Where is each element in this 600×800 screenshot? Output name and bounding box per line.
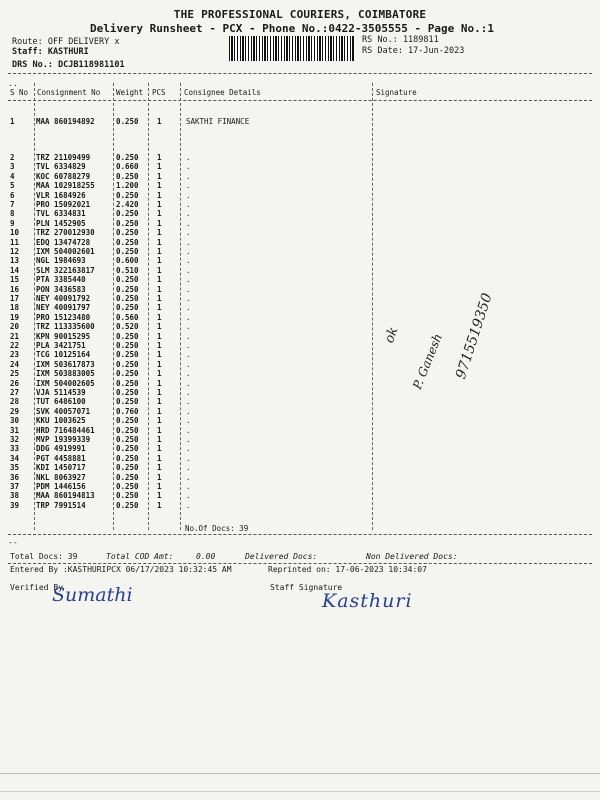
staff-label: Staff: KASTHURI [12, 47, 89, 57]
footer-divider [8, 563, 592, 564]
drs-number: DRS No.: DCJB118981101 [12, 60, 125, 70]
row-pcs: 1 [157, 491, 162, 501]
row-consignee: . [186, 294, 191, 303]
row-weight: 0.250 [116, 435, 139, 444]
row-consignment-no: TRZ 270012930 [36, 228, 95, 238]
row-pcs: 1 [157, 209, 162, 219]
row-weight: 0.250 [116, 482, 139, 491]
row-pcs: 1 [157, 181, 162, 191]
row-consignment-no: VJA 5114539 [36, 388, 86, 397]
row-weight: 0.250 [116, 275, 139, 285]
row-sno: 20 [10, 322, 20, 332]
row-pcs: 1 [157, 218, 162, 228]
row-consignee: . [186, 153, 191, 162]
row-sno: 13 [10, 256, 20, 266]
row-consignee: . [186, 209, 191, 219]
row-pcs: 1 [157, 228, 162, 238]
row-sno: 37 [10, 482, 20, 491]
row-consignment-no: TRP 7991514 [36, 500, 86, 510]
row-pcs: 1 [157, 303, 162, 313]
row-consignment-no: HRD 716484461 [36, 425, 95, 435]
no-of-docs: No.Of Docs: 39 [185, 524, 249, 533]
table-bottom-divider [8, 534, 592, 535]
row-sno: 17 [10, 294, 20, 303]
row-consignee: . [186, 491, 191, 501]
row-sno: 34 [10, 453, 20, 463]
row-weight: 0.250 [116, 153, 139, 162]
col-line [148, 83, 149, 530]
row-pcs: 1 [157, 190, 162, 200]
row-consignee: . [186, 378, 191, 388]
row-consignment-no: IXM 503617873 [36, 359, 95, 369]
row-sno: 22 [10, 341, 20, 350]
row-pcs: 1 [157, 200, 162, 209]
row-sno: 15 [10, 275, 20, 285]
row-consignee: . [186, 247, 191, 256]
row-consignment-no: MAA 860194892 [36, 117, 95, 126]
row-pcs: 1 [157, 322, 162, 332]
row-weight: 0.660 [116, 162, 139, 172]
row-consignee: . [186, 500, 191, 510]
row-consignee: . [186, 350, 191, 360]
row-sno: 19 [10, 312, 20, 322]
row-consignment-no: TCG 10125164 [36, 350, 91, 360]
handwritten-phone: 9715519350 [453, 291, 496, 381]
row-pcs: 1 [157, 153, 162, 162]
row-sno: 8 [10, 209, 15, 219]
row-weight: 0.510 [116, 265, 139, 275]
row-pcs: 1 [157, 463, 162, 473]
row-consignee: . [186, 265, 191, 275]
row-pcs: 1 [157, 247, 162, 256]
col-pcs: PCS [152, 88, 166, 97]
delivered-docs: Delivered Docs: [245, 552, 318, 561]
row-consignee: . [186, 444, 191, 454]
row-consignment-no: PRO 15123480 [36, 312, 91, 322]
runsheet-subtitle: Delivery Runsheet - PCX - Phone No.:0422-3505555 - Page No.:1 [90, 22, 494, 35]
row-consignment-no: PDM 1446156 [36, 482, 86, 491]
handwritten-name: P. Ganesh [410, 331, 445, 392]
row-consignment-no: PGT 4458881 [36, 453, 86, 463]
row-sno: 39 [10, 500, 20, 510]
row-weight: 0.250 [116, 218, 139, 228]
col-sno: S No [10, 88, 29, 97]
row-sno: 18 [10, 303, 20, 313]
row-sno: 6 [10, 190, 15, 200]
row-sno: 24 [10, 359, 20, 369]
staff-handwritten-signature: Kasthuri [322, 590, 413, 612]
row-weight: 0.250 [116, 369, 139, 379]
row-consignment-no: PON 3436583 [36, 284, 86, 294]
row-consignee: . [186, 162, 191, 172]
row-consignment-no: KOC 60788279 [36, 171, 91, 181]
row-consignment-no: PLN 1452905 [36, 218, 86, 228]
row-consignee: . [186, 228, 191, 238]
row-weight: 0.520 [116, 322, 139, 332]
row-consignment-no: DDG 4919991 [36, 444, 86, 454]
row-weight: 0.250 [116, 341, 139, 350]
row-sno: 23 [10, 350, 20, 360]
row-consignee: . [186, 406, 191, 416]
row-consignee: . [186, 453, 191, 463]
row-consignment-no: IXM 504002601 [36, 247, 95, 256]
row-pcs: 1 [157, 237, 162, 247]
row-weight: 0.250 [116, 247, 139, 256]
row-consignee: . [186, 369, 191, 379]
row-consignee: . [186, 190, 191, 200]
total-cod-label: Total COD Amt: [106, 552, 174, 561]
row-consignee: . [186, 322, 191, 332]
row-sno: 35 [10, 463, 20, 473]
row-weight: 0.250 [116, 453, 139, 463]
row-consignment-no: TRZ 21109499 [36, 153, 91, 162]
row-consignment-no: TUT 6486100 [36, 397, 86, 407]
row-consignee: . [186, 331, 191, 341]
total-cod-value: 0.00 [196, 552, 216, 561]
row-consignment-no: SLM 322163817 [36, 265, 95, 275]
row-consignee: . [186, 303, 191, 313]
col-consignee: Consignee Details [184, 88, 261, 97]
row-weight: 0.250 [116, 397, 139, 407]
row-consignment-no: NEY 40091792 [36, 294, 91, 303]
row-pcs: 1 [157, 359, 162, 369]
row-consignee: . [186, 359, 191, 369]
row-weight: 0.760 [116, 406, 139, 416]
row-sno: 21 [10, 331, 20, 341]
row-consignee: . [186, 181, 191, 191]
row-consignment-no: MVP 19399339 [36, 435, 91, 444]
row-sno: 27 [10, 388, 20, 397]
row-consignee: . [186, 416, 191, 426]
row-sno: 2 [10, 153, 15, 162]
row-weight: 0.250 [116, 228, 139, 238]
barcode-image [229, 36, 354, 61]
row-consignee: . [186, 425, 191, 435]
row-consignment-no: PLA 3421751 [36, 341, 86, 350]
col-line [180, 83, 181, 530]
row-consignee: . [186, 284, 191, 294]
row-consignee: . [186, 435, 191, 444]
row-weight: 0.560 [116, 312, 139, 322]
row-sno: 28 [10, 397, 20, 407]
row-consignee: . [186, 463, 191, 473]
row-weight: 0.250 [116, 416, 139, 426]
row-pcs: 1 [157, 312, 162, 322]
row-consignment-no: TVL 6334829 [36, 162, 86, 172]
scan-artifact-line [0, 791, 600, 792]
row-pcs: 1 [157, 472, 162, 482]
row-pcs: 1 [157, 500, 162, 510]
row-pcs: 1 [157, 265, 162, 275]
row-weight: 0.250 [116, 171, 139, 181]
row-weight: 0.250 [116, 294, 139, 303]
row-sno: 10 [10, 228, 20, 238]
row-consignment-no: VLR 1684926 [36, 190, 86, 200]
row-pcs: 1 [157, 453, 162, 463]
row-sno: 11 [10, 237, 20, 247]
row-weight: 0.250 [116, 388, 139, 397]
row-pcs: 1 [157, 482, 162, 491]
col-signature: Signature [376, 88, 417, 97]
col-line [113, 83, 114, 530]
row-weight: 0.250 [116, 425, 139, 435]
row-consignment-no: SVK 40057071 [36, 406, 91, 416]
row-consignment-no: NGL 1984693 [36, 256, 86, 266]
row-weight: 0.250 [116, 472, 139, 482]
row-consignment-no: TVL 6334831 [36, 209, 86, 219]
row-consignee: . [186, 237, 191, 247]
row-sno: 7 [10, 200, 15, 209]
handwritten-ok: ok [382, 325, 402, 346]
row-sno: 31 [10, 425, 20, 435]
rs-number: RS No.: 1189811 [362, 35, 439, 45]
row-sno: 12 [10, 247, 20, 256]
row-sno: 16 [10, 284, 20, 294]
row-weight: 0.250 [116, 303, 139, 313]
row-consignee: . [186, 200, 191, 209]
divider-marks: .. [8, 79, 18, 88]
row-pcs: 1 [157, 425, 162, 435]
row-sno: 1 [10, 117, 15, 126]
row-weight: 0.250 [116, 444, 139, 454]
row-pcs: 1 [157, 388, 162, 397]
row-pcs: 1 [157, 341, 162, 350]
row-consignment-no: NEY 40091797 [36, 303, 91, 313]
row-consignment-no: EDQ 13474728 [36, 237, 91, 247]
row-consignment-no: KKU 1003625 [36, 416, 86, 426]
row-weight: 0.250 [116, 117, 139, 126]
row-weight: 0.250 [116, 463, 139, 473]
row-pcs: 1 [157, 331, 162, 341]
row-sno: 25 [10, 369, 20, 379]
staff-signature-label: Staff Signature [270, 583, 343, 592]
row-consignment-no: MAA 102918255 [36, 181, 95, 191]
row-pcs: 1 [157, 435, 162, 444]
row-weight: 2.420 [116, 200, 139, 209]
row-consignee: . [186, 341, 191, 350]
col-line [372, 83, 373, 530]
row-sno: 38 [10, 491, 20, 501]
row-pcs: 1 [157, 369, 162, 379]
row-weight: 0.250 [116, 350, 139, 360]
row-pcs: 1 [157, 444, 162, 454]
row-consignment-no: TRZ 113335600 [36, 322, 95, 332]
row-consignee: . [186, 256, 191, 266]
divider-marks: -- [8, 538, 18, 547]
route-label: Route: OFF DELIVERY x [12, 37, 120, 47]
row-weight: 0.250 [116, 331, 139, 341]
row-sno: 33 [10, 444, 20, 454]
row-sno: 29 [10, 406, 20, 416]
non-delivered-docs: Non Delivered Docs: [366, 552, 458, 561]
company-title: THE PROFESSIONAL COURIERS, COIMBATORE [173, 8, 427, 21]
row-weight: 0.250 [116, 284, 139, 294]
row-pcs: 1 [157, 162, 162, 172]
row-consignee: . [186, 275, 191, 285]
row-sno: 3 [10, 162, 15, 172]
row-pcs: 1 [157, 416, 162, 426]
row-consignee: SAKTHI FINANCE [186, 117, 250, 126]
row-weight: 0.250 [116, 500, 139, 510]
row-consignment-no: MAA 860194813 [36, 491, 95, 501]
col-weight: Weight [116, 88, 144, 97]
row-pcs: 1 [157, 350, 162, 360]
row-sno: 32 [10, 435, 20, 444]
verifier-signature: Sumathi [52, 584, 133, 606]
row-consignee: . [186, 312, 191, 322]
rs-date: RS Date: 17-Jun-2023 [362, 46, 465, 56]
row-pcs: 1 [157, 406, 162, 416]
col-line [34, 83, 35, 530]
row-consignee: . [186, 388, 191, 397]
colhead-divider [8, 100, 592, 101]
row-weight: 0.250 [116, 237, 139, 247]
row-pcs: 1 [157, 117, 162, 126]
row-consignee: . [186, 472, 191, 482]
row-pcs: 1 [157, 256, 162, 266]
header-divider [8, 73, 592, 74]
verified-by-label: Verified By [10, 583, 63, 592]
row-pcs: 1 [157, 397, 162, 407]
row-pcs: 1 [157, 284, 162, 294]
row-pcs: 1 [157, 294, 162, 303]
row-weight: 0.250 [116, 190, 139, 200]
row-sno: 5 [10, 181, 15, 191]
row-weight: 0.250 [116, 491, 139, 501]
row-consignment-no: PRO 15092021 [36, 200, 91, 209]
row-weight: 0.600 [116, 256, 139, 266]
row-consignment-no: NKL 8063927 [36, 472, 86, 482]
row-sno: 9 [10, 218, 15, 228]
row-pcs: 1 [157, 275, 162, 285]
row-sno: 26 [10, 378, 20, 388]
reprinted-on: Reprinted on: 17-06-2023 10:34:07 [268, 565, 427, 574]
row-sno: 14 [10, 265, 20, 275]
row-sno: 36 [10, 472, 20, 482]
row-sno: 4 [10, 171, 15, 181]
row-sno: 30 [10, 416, 20, 426]
scan-artifact-line [0, 773, 600, 774]
row-weight: 1.200 [116, 181, 139, 191]
entered-by: Entered By :KASTHURIPCX 06/17/2023 10:32:45 AM [10, 565, 232, 574]
row-weight: 0.250 [116, 378, 139, 388]
row-consignment-no: KDI 1450717 [36, 463, 86, 473]
col-consignment: Consignment No [37, 88, 101, 97]
row-consignee: . [186, 171, 191, 181]
row-weight: 0.250 [116, 359, 139, 369]
row-consignment-no: KPN 90015295 [36, 331, 91, 341]
row-weight: 0.250 [116, 209, 139, 219]
row-consignee: . [186, 218, 191, 228]
total-docs: Total Docs: 39 [10, 552, 78, 561]
row-consignee: . [186, 482, 191, 491]
row-pcs: 1 [157, 378, 162, 388]
row-consignment-no: IXM 504002605 [36, 378, 95, 388]
row-consignee: . [186, 397, 191, 407]
row-consignment-no: PTA 3385440 [36, 275, 86, 285]
row-consignment-no: IXM 503883005 [36, 369, 95, 379]
row-pcs: 1 [157, 171, 162, 181]
